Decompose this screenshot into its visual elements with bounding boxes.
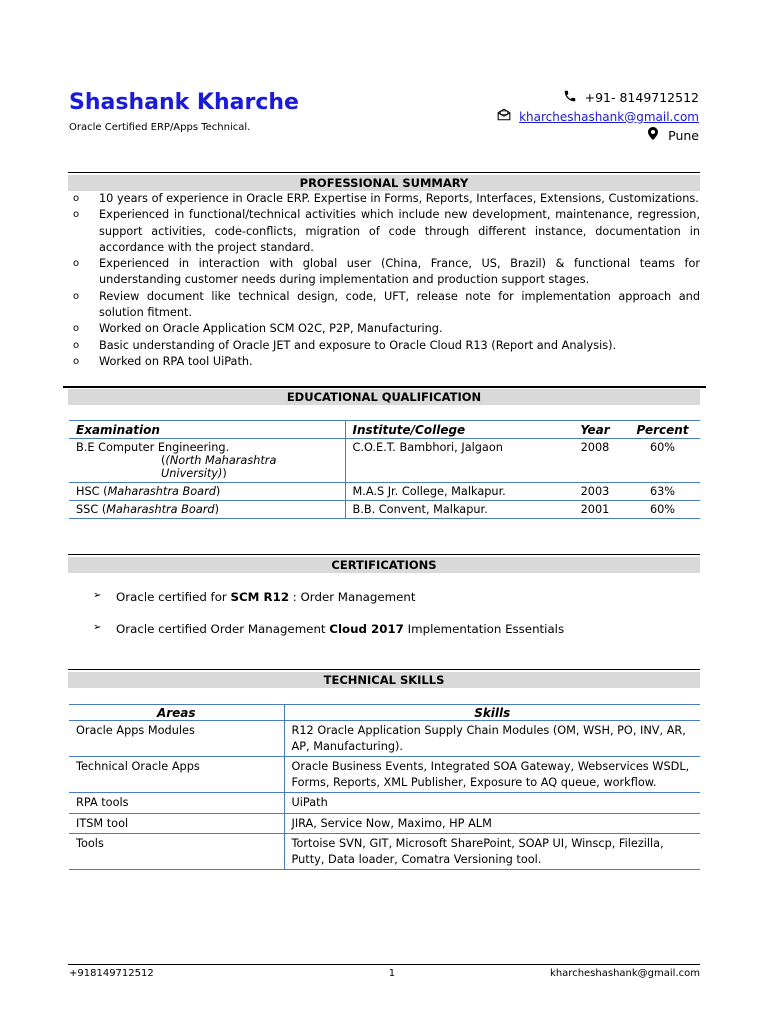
table-header-row	[69, 705, 700, 721]
list-item: o Worked on RPA tool UiPath.	[73, 354, 253, 368]
email-link[interactable]: kharcheshashank@gmail.com	[519, 109, 699, 124]
section-title-summary: PROFESSIONAL SUMMARY	[68, 175, 700, 191]
contact-block	[495, 88, 699, 145]
table-header-row	[69, 421, 700, 439]
skill-cell: R12 Oracle Application Supply Chain Modules (OM, WSH, PO, INV, AR, AP, Manufacturing).	[284, 721, 700, 757]
location-pin-icon	[644, 127, 662, 144]
email-icon	[495, 108, 513, 125]
exam-cell: B.E Computer Engineering. ((North Maharashtra University))	[69, 439, 345, 483]
table-row	[69, 757, 700, 793]
phone-number: +91- 8149712512	[584, 90, 699, 105]
table-row	[69, 813, 700, 834]
summary-list	[73, 191, 700, 370]
location-row	[495, 126, 699, 145]
institute-cell: C.O.E.T. Bambhori, Jalgaon	[345, 439, 565, 483]
percent-cell: 60%	[625, 439, 700, 483]
skills-table	[69, 704, 700, 870]
footer-phone: +918149712512	[69, 968, 154, 979]
list-item: o Worked on Oracle Application SCM O2C, P2P, Manufacturing.	[73, 322, 443, 336]
year-cell: 2001	[565, 501, 625, 519]
area-cell: ITSM tool	[69, 813, 284, 834]
column-header: Skills	[284, 705, 700, 721]
list-item: o Review document like technical design, code, UFT, release note for implementation approach and solution fitment.	[73, 289, 700, 320]
table-row	[69, 834, 700, 870]
list-item: o 10 years of experience in Oracle ERP. Expertise in Forms, Reports, Interfaces, Extensions, Customizations.	[73, 192, 699, 205]
page-number: 1	[388, 968, 396, 979]
candidate-name: Shashank Kharche	[69, 90, 299, 115]
table-row	[69, 501, 700, 519]
column-header: Areas	[69, 705, 284, 721]
table-row	[69, 439, 700, 483]
skill-cell: UiPath	[284, 793, 700, 814]
column-header: Year	[565, 421, 625, 439]
institute-cell: M.A.S Jr. College, Malkapur.	[345, 483, 565, 501]
certification-item: ➢ Oracle certified for SCM R12 : Order Management	[93, 590, 416, 604]
area-cell: Technical Oracle Apps	[69, 757, 284, 793]
table-row	[69, 721, 700, 757]
year-cell: 2008	[565, 439, 625, 483]
skill-cell: JIRA, Service Now, Maximo, HP ALM	[284, 813, 700, 834]
list-item: o Experienced in functional/technical activities which include new development, maintenance, regression, support activities, code-conflicts, migration of code through different instance, documentation in accordance with the project standard.	[73, 208, 700, 254]
phone-row	[495, 88, 699, 107]
column-header: Percent	[625, 421, 700, 439]
table-row	[69, 793, 700, 814]
exam-cell: SSC (Maharashtra Board)	[69, 501, 345, 519]
tagline: Oracle Certified ERP/Apps Technical.	[69, 122, 251, 133]
page-footer	[69, 968, 700, 979]
footer-divider	[68, 964, 700, 965]
column-header: Examination	[69, 421, 345, 439]
year-cell: 2003	[565, 483, 625, 501]
column-header: Institute/College	[345, 421, 565, 439]
divider	[68, 669, 700, 670]
phone-icon	[561, 89, 579, 107]
divider	[63, 386, 706, 388]
footer-email: kharcheshashank@gmail.com	[550, 968, 700, 979]
arrow-bullet-icon: ➢	[93, 590, 102, 601]
skill-cell: Tortoise SVN, GIT, Microsoft SharePoint, SOAP UI, Winscp, Filezilla, Putty, Data loader, Comatra Versioning tool.	[284, 834, 700, 870]
skill-cell: Oracle Business Events, Integrated SOA Gateway, Webservices WSDL, Forms, Reports, XML Publisher, Exposure to AQ queue, workflow.	[284, 757, 700, 793]
percent-cell: 60%	[625, 501, 700, 519]
section-title-skills: TECHNICAL SKILLS	[68, 672, 700, 688]
divider	[68, 554, 700, 555]
percent-cell: 63%	[625, 483, 700, 501]
area-cell: Oracle Apps Modules	[69, 721, 284, 757]
area-cell: Tools	[69, 834, 284, 870]
exam-cell: HSC (Maharashtra Board)	[69, 483, 345, 501]
list-item: o Experienced in interaction with global user (China, France, US, Brazil) & functional teams for understanding customer needs during implementation and production support stages.	[73, 257, 700, 287]
section-title-education: EDUCATIONAL QUALIFICATION	[68, 389, 700, 405]
email-row	[495, 107, 699, 126]
certification-item: ➢ Oracle certified Order Management Cloud 2017 Implementation Essentials	[93, 622, 565, 636]
institute-cell: B.B. Convent, Malkapur.	[345, 501, 565, 519]
arrow-bullet-icon: ➢	[93, 622, 102, 633]
education-table	[69, 420, 700, 519]
location-text: Pune	[668, 128, 699, 143]
area-cell: RPA tools	[69, 793, 284, 814]
table-row	[69, 483, 700, 501]
section-title-certifications: CERTIFICATIONS	[68, 557, 700, 573]
divider	[68, 172, 700, 173]
list-item: o Basic understanding of Oracle JET and exposure to Oracle Cloud R13 (Report and Analysis).	[73, 338, 617, 352]
